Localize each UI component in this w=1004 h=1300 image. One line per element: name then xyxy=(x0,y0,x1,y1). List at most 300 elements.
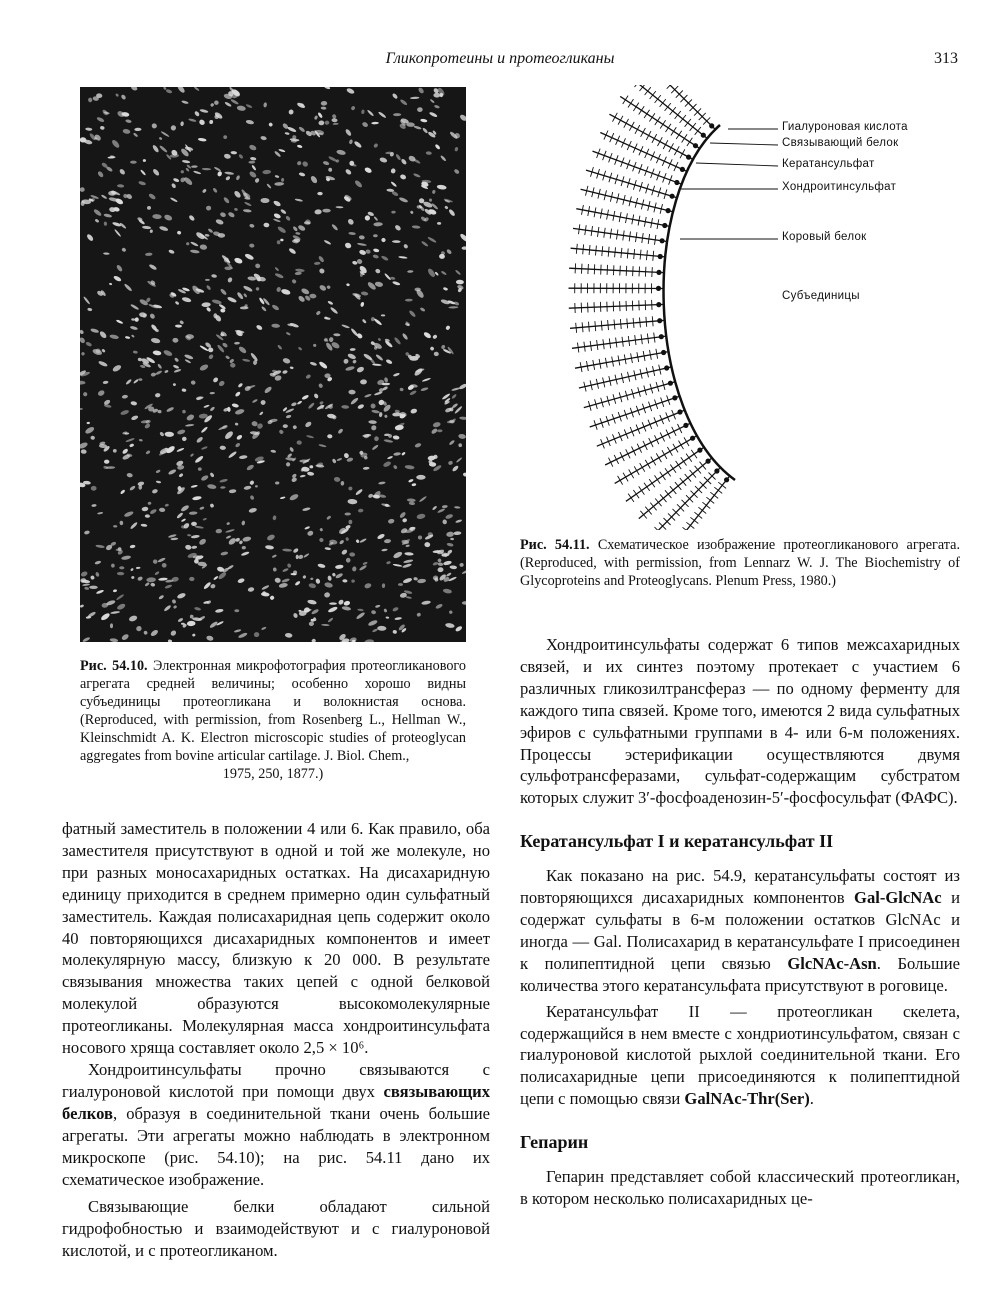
micrograph-speck xyxy=(227,277,233,284)
link-protein-dot xyxy=(683,423,688,428)
micrograph-speck xyxy=(235,391,242,397)
micrograph-speck xyxy=(248,170,257,178)
micrograph-speck xyxy=(351,579,355,583)
glycosaminoglycan-chain xyxy=(633,266,634,276)
micrograph-speck xyxy=(159,137,163,141)
micrograph-speck xyxy=(291,402,297,407)
micrograph-image xyxy=(80,87,466,642)
micrograph-speck xyxy=(341,324,350,329)
micrograph-speck xyxy=(432,190,436,195)
micrograph-speck xyxy=(321,624,329,626)
micrograph-speck xyxy=(173,177,180,182)
micrograph-speck xyxy=(98,360,108,367)
micrograph-speck xyxy=(155,370,163,376)
micrograph-speck xyxy=(314,209,322,214)
micrograph-speck xyxy=(361,121,368,128)
micrograph-speck xyxy=(292,425,297,430)
micrograph-speck xyxy=(220,486,225,489)
micrograph-speck xyxy=(149,508,157,515)
micrograph-speck xyxy=(434,143,440,150)
glycosaminoglycan-chain xyxy=(676,461,682,469)
micrograph-speck xyxy=(226,522,230,526)
micrograph-speck xyxy=(368,420,377,424)
micrograph-speck xyxy=(392,240,401,243)
micrograph-speck xyxy=(207,484,217,490)
micrograph-speck xyxy=(331,114,337,120)
micrograph-speck xyxy=(116,594,125,601)
micrograph-speck xyxy=(283,424,288,428)
glycosaminoglycan-chain xyxy=(608,320,609,330)
micrograph-speck xyxy=(420,118,427,122)
label-leader-line xyxy=(710,143,778,145)
figure-54-10-label: Рис. 54.10. xyxy=(80,658,148,674)
micrograph-speck xyxy=(208,347,213,352)
micrograph-speck xyxy=(90,575,95,580)
micrograph-speck xyxy=(158,577,168,581)
glycosaminoglycan-chain xyxy=(645,460,650,469)
link-protein-dot xyxy=(709,123,714,128)
glycosaminoglycan-chain xyxy=(596,246,597,256)
glycosaminoglycan-chain xyxy=(665,468,671,476)
micrograph-speck xyxy=(141,506,148,511)
micrograph-speck xyxy=(402,577,412,584)
micrograph-speck xyxy=(274,150,282,157)
micrograph-speck xyxy=(188,214,195,221)
micrograph-speck xyxy=(382,460,391,467)
micrograph-speck xyxy=(375,354,384,362)
micrograph-speck xyxy=(200,426,208,433)
micrograph-speck xyxy=(285,633,293,638)
micrograph-speck xyxy=(235,175,240,181)
label-core-protein: Коровый белок xyxy=(782,231,867,243)
micrograph-speck xyxy=(381,255,389,261)
micrograph-speck xyxy=(130,568,134,572)
glycosaminoglycan-chain xyxy=(663,140,668,149)
micrograph-speck xyxy=(297,144,303,148)
glycosaminoglycan-chain xyxy=(669,143,674,152)
micrograph-speck xyxy=(200,474,209,481)
micrograph-speck xyxy=(170,197,178,203)
micrograph-speck xyxy=(86,422,90,425)
micrograph-speck xyxy=(242,358,250,362)
micrograph-speck xyxy=(202,168,212,171)
micrograph-speck xyxy=(80,329,84,335)
glycosaminoglycan-chain xyxy=(660,472,666,480)
micrograph-speck xyxy=(84,586,89,590)
micrograph-speck xyxy=(307,471,315,476)
micrograph-speck xyxy=(379,157,388,164)
micrograph-speck xyxy=(220,212,227,218)
micrograph-speck xyxy=(410,96,420,99)
micrograph-speck xyxy=(199,109,208,114)
micrograph-speck xyxy=(193,170,201,175)
micrograph-speck xyxy=(370,424,377,431)
micrograph-speck xyxy=(266,183,272,189)
link-protein-dot xyxy=(656,302,661,307)
micrograph-speck xyxy=(297,400,303,405)
micrograph-speck xyxy=(177,429,186,435)
micrograph-speck xyxy=(84,426,95,435)
micrograph-speck xyxy=(198,467,202,470)
micrograph-speck xyxy=(392,281,401,286)
micrograph-speck xyxy=(387,456,393,460)
glycosaminoglycan-chain xyxy=(637,444,641,453)
glycosaminoglycan-chain xyxy=(588,264,589,274)
micrograph-speck xyxy=(326,285,331,290)
micrograph-speck xyxy=(115,93,119,97)
micrograph-speck xyxy=(234,257,244,265)
glycosaminoglycan-chain xyxy=(660,433,664,442)
micrograph-speck xyxy=(288,247,297,255)
glycosaminoglycan-chain xyxy=(621,248,622,258)
glycosaminoglycan-chain xyxy=(690,123,696,131)
glycosaminoglycan-chain xyxy=(652,316,653,326)
micrograph-speck xyxy=(324,592,330,598)
micrograph-speck xyxy=(346,283,350,286)
micrograph-speck xyxy=(434,104,440,108)
micrograph-speck xyxy=(355,539,359,544)
glycosaminoglycan-chain xyxy=(633,318,634,328)
micrograph-speck xyxy=(205,234,210,237)
micrograph-speck xyxy=(234,609,239,612)
glycosaminoglycan-chain xyxy=(698,507,706,513)
micrograph-speck xyxy=(260,136,267,141)
micrograph-speck xyxy=(449,565,457,569)
micrograph-speck xyxy=(459,562,464,567)
glycosaminoglycan-chain xyxy=(618,116,623,125)
micrograph-speck xyxy=(254,177,260,183)
micrograph-speck xyxy=(214,100,219,104)
core-protein-line xyxy=(576,209,669,227)
micrograph-speck xyxy=(252,399,258,404)
micrograph-speck xyxy=(332,572,336,577)
micrograph-speck xyxy=(202,518,207,521)
micrograph-speck xyxy=(87,307,92,311)
micrograph-speck xyxy=(281,288,291,295)
glycosaminoglycan-chain xyxy=(646,250,647,260)
micrograph-speck xyxy=(277,240,281,244)
micrograph-speck xyxy=(248,161,255,164)
micrograph-speck xyxy=(176,592,186,599)
link-proteins-term: связывающих белков xyxy=(62,1081,490,1123)
micrograph-speck xyxy=(317,192,322,195)
micrograph-speck xyxy=(359,564,368,571)
core-protein-line xyxy=(571,248,666,257)
micrograph-speck xyxy=(185,544,192,550)
micrograph-speck xyxy=(242,536,252,542)
glycosaminoglycan-chain xyxy=(649,479,655,487)
micrograph-speck xyxy=(373,222,383,226)
micrograph-speck xyxy=(431,428,439,435)
micrograph-speck xyxy=(273,200,282,208)
micrograph-speck xyxy=(274,267,279,272)
micrograph-speck xyxy=(336,457,342,461)
micrograph-speck xyxy=(450,538,454,540)
micrograph-speck xyxy=(171,183,177,189)
micrograph-speck xyxy=(144,423,151,430)
micrograph-speck xyxy=(371,444,378,451)
micrograph-speck xyxy=(131,576,135,579)
micrograph-speck xyxy=(120,94,126,100)
micrograph-speck xyxy=(314,115,318,120)
micrograph-speck xyxy=(136,567,141,569)
glycosaminoglycan-chain xyxy=(618,476,623,485)
micrograph-speck xyxy=(371,122,379,125)
micrograph-speck xyxy=(456,457,463,463)
micrograph-speck xyxy=(206,206,211,211)
micrograph-speck xyxy=(328,168,332,172)
micrograph-speck xyxy=(182,409,186,413)
micrograph-speck xyxy=(229,358,235,364)
micrograph-speck xyxy=(230,363,236,368)
micrograph-speck xyxy=(445,513,454,519)
micrograph-speck xyxy=(295,268,305,272)
micrograph-speck xyxy=(347,499,357,505)
micrograph-speck xyxy=(164,584,172,589)
micrograph-speck xyxy=(370,403,376,409)
micrograph-speck xyxy=(345,537,349,541)
micrograph-speck xyxy=(362,561,368,565)
micrograph-speck xyxy=(409,501,416,505)
micrograph-speck xyxy=(122,128,130,134)
micrograph-speck xyxy=(335,564,344,569)
micrograph-speck xyxy=(158,594,164,600)
micrograph-speck xyxy=(277,226,287,235)
micrograph-speck xyxy=(399,174,406,181)
glycosaminoglycan-chain xyxy=(651,457,656,466)
micrograph-speck xyxy=(393,464,398,469)
micrograph-speck xyxy=(210,102,215,107)
micrograph-speck xyxy=(131,318,135,321)
micrograph-speck xyxy=(373,234,378,237)
glycosaminoglycan-chain xyxy=(620,319,621,329)
micrograph-speck xyxy=(422,127,429,134)
micrograph-speck xyxy=(371,610,376,615)
micrograph-speck xyxy=(269,595,275,601)
glycosaminoglycan-chain xyxy=(670,465,676,473)
micrograph-speck xyxy=(302,575,307,580)
micrograph-speck xyxy=(276,286,282,292)
micrograph-speck xyxy=(138,180,146,185)
glycosaminoglycan-chain xyxy=(639,267,640,277)
micrograph-speck xyxy=(141,523,148,527)
micrograph-speck xyxy=(421,240,429,247)
micrograph-speck xyxy=(277,344,283,350)
micrograph-speck xyxy=(331,118,337,123)
micrograph-speck xyxy=(97,389,105,397)
micrograph-speck xyxy=(390,168,396,174)
label-chondroitin-sulfate: Хондроитинсульфат xyxy=(782,181,897,193)
figure-54-10-caption-text: Электронная микрофотография протеогликанового агрегата средней величины; особенно хорошо видны субъединицы протеогликана и волокнистая основа. (Reproduced, with permission, from Rosenberg L., Hellman W., Kleinschmidt A. K. Electron microscopic studies of proteoglycan aggregates from bovine articular cartilage. J. Biol. Chem., xyxy=(80,658,466,764)
micrograph-speck xyxy=(405,596,412,599)
micrograph-speck xyxy=(155,393,161,398)
micrograph-speck xyxy=(187,621,196,627)
micrograph-speck xyxy=(243,293,248,298)
micrograph-speck xyxy=(308,402,316,409)
micrograph-speck xyxy=(459,114,466,122)
micrograph-speck xyxy=(93,208,103,217)
micrograph-speck xyxy=(160,131,169,138)
micrograph-speck xyxy=(287,563,292,568)
micrograph-speck xyxy=(125,119,132,124)
micrograph-speck xyxy=(403,559,413,564)
micrograph-speck xyxy=(163,214,173,222)
micrograph-speck xyxy=(348,232,356,236)
micrograph-speck xyxy=(189,511,198,515)
micrograph-speck xyxy=(367,281,377,291)
micrograph-speck xyxy=(206,306,212,312)
glycosaminoglycan-chain xyxy=(680,149,685,158)
glycosaminoglycan-chain xyxy=(679,441,684,450)
micrograph-speck xyxy=(410,210,414,214)
micrograph-speck xyxy=(243,209,252,213)
micrograph-speck xyxy=(246,104,253,109)
glycosaminoglycan-chain xyxy=(620,266,621,276)
right-paragraph-2: Как показано на рис. 54.9, кератансульфаты состоят из повторяющихся дисахаридных компонентов Gal-GlcNAc и содержат сульфаты в 6-м положении остатков GlcNAc и иногда — Gal. Полисахарид в кератансульфате I присоединен к полипептидной цепи связью GlcNAc-Asn. Большие количества этого кератансульфата присутствуют в роговице. xyxy=(520,866,960,995)
glycosaminoglycan-chain xyxy=(686,522,694,528)
micrograph-speck xyxy=(181,518,186,522)
micrograph-speck xyxy=(449,439,456,445)
micrograph-speck xyxy=(199,363,209,372)
micrograph-speck xyxy=(399,387,403,391)
micrograph-speck xyxy=(292,547,299,553)
micrograph-speck xyxy=(101,348,106,353)
micrograph-speck xyxy=(296,555,299,560)
micrograph-speck xyxy=(372,254,379,259)
micrograph-speck xyxy=(224,430,235,440)
micrograph-speck xyxy=(374,436,379,442)
micrograph-speck xyxy=(103,213,112,218)
glycosaminoglycan-chain xyxy=(710,492,718,498)
micrograph-speck xyxy=(403,243,409,249)
micrograph-speck xyxy=(360,379,367,384)
micrograph-speck xyxy=(361,109,365,114)
micrograph-speck xyxy=(430,346,435,351)
micrograph-speck xyxy=(251,421,258,427)
micrograph-speck xyxy=(130,521,139,529)
micrograph-speck xyxy=(177,617,183,622)
micrograph-speck xyxy=(347,353,357,361)
micrograph-speck xyxy=(190,453,194,457)
micrograph-speck xyxy=(325,120,330,125)
micrograph-speck xyxy=(163,349,173,357)
micrograph-speck xyxy=(458,433,466,439)
micrograph-speck xyxy=(410,408,418,414)
micrograph-speck xyxy=(100,612,111,621)
micrograph-speck xyxy=(319,401,324,405)
micrograph-speck xyxy=(217,171,223,177)
core-protein-line xyxy=(600,133,687,172)
micrograph-speck xyxy=(168,534,177,539)
micrograph-speck xyxy=(241,551,250,557)
micrograph-speck xyxy=(374,281,383,288)
micrograph-speck xyxy=(125,379,132,386)
micrograph-speck xyxy=(359,249,367,256)
micrograph-speck xyxy=(357,242,367,246)
micrograph-speck xyxy=(296,440,301,445)
micrograph-speck xyxy=(364,639,374,642)
micrograph-speck xyxy=(313,393,319,399)
micrograph-speck xyxy=(373,143,379,149)
micrograph-speck xyxy=(235,422,239,425)
micrograph-speck xyxy=(303,553,310,558)
micrograph-speck xyxy=(324,582,333,589)
micrograph-speck xyxy=(385,359,393,365)
micrograph-speck xyxy=(417,87,424,94)
micrograph-speck xyxy=(113,275,122,282)
micrograph-speck xyxy=(385,616,389,619)
micrograph-speck xyxy=(131,334,135,338)
micrograph-speck xyxy=(454,147,458,152)
micrograph-speck xyxy=(211,299,222,305)
micrograph-speck xyxy=(194,607,201,612)
running-title: Гликопротеины и протеогликаны xyxy=(385,50,615,67)
micrograph-speck xyxy=(181,296,191,303)
micrograph-speck xyxy=(172,338,178,343)
micrograph-speck xyxy=(462,246,466,250)
micrograph-speck xyxy=(349,139,354,145)
micrograph-speck xyxy=(413,173,421,178)
micrograph-speck xyxy=(143,630,148,635)
glycosaminoglycan-chain xyxy=(718,482,726,488)
micrograph-speck xyxy=(437,558,442,563)
micrograph-speck xyxy=(250,157,257,161)
micrograph-speck xyxy=(171,599,176,604)
heading-heparin: Гепарин xyxy=(520,1132,589,1153)
micrograph-speck xyxy=(421,600,431,605)
micrograph-speck xyxy=(148,263,157,270)
micrograph-speck xyxy=(273,213,281,220)
micrograph-speck xyxy=(211,274,217,278)
micrograph-speck xyxy=(234,207,238,211)
glycosaminoglycan-chain xyxy=(626,449,630,458)
micrograph-speck xyxy=(101,194,108,199)
glycosaminoglycan-chain xyxy=(589,322,590,332)
micrograph-speck xyxy=(152,214,162,219)
micrograph-speck xyxy=(116,264,124,272)
micrograph-speck xyxy=(151,488,158,494)
link-protein-dot xyxy=(714,468,719,473)
glycosaminoglycan-chain xyxy=(589,245,590,255)
micrograph-speck xyxy=(186,413,195,421)
micrograph-speck xyxy=(392,551,403,560)
micrograph-speck xyxy=(388,518,395,524)
micrograph-speck xyxy=(149,313,156,320)
micrograph-speck xyxy=(459,233,466,243)
micrograph-speck xyxy=(80,381,86,385)
glycosaminoglycan-chain xyxy=(662,450,667,459)
micrograph-speck xyxy=(198,538,207,546)
micrograph-speck xyxy=(147,206,151,210)
micrograph-speck xyxy=(426,151,432,155)
right-column xyxy=(520,634,960,1210)
micrograph-speck xyxy=(255,485,258,488)
micrograph-speck xyxy=(393,337,401,346)
micrograph-speck xyxy=(238,153,244,159)
micrograph-speck xyxy=(225,529,235,534)
micrograph-speck xyxy=(445,622,455,628)
micrograph-speck xyxy=(274,182,284,186)
micrograph-speck xyxy=(130,87,138,91)
glycosaminoglycan-chain xyxy=(681,457,687,465)
micrograph-speck xyxy=(83,296,91,305)
glycosaminoglycan-chain xyxy=(652,134,657,143)
glycosaminoglycan-chain xyxy=(695,127,701,135)
glycosaminoglycan-chain xyxy=(658,137,663,146)
glycosaminoglycan-chain xyxy=(615,247,616,257)
micrograph-speck xyxy=(285,132,290,135)
micrograph-speck xyxy=(292,226,298,232)
